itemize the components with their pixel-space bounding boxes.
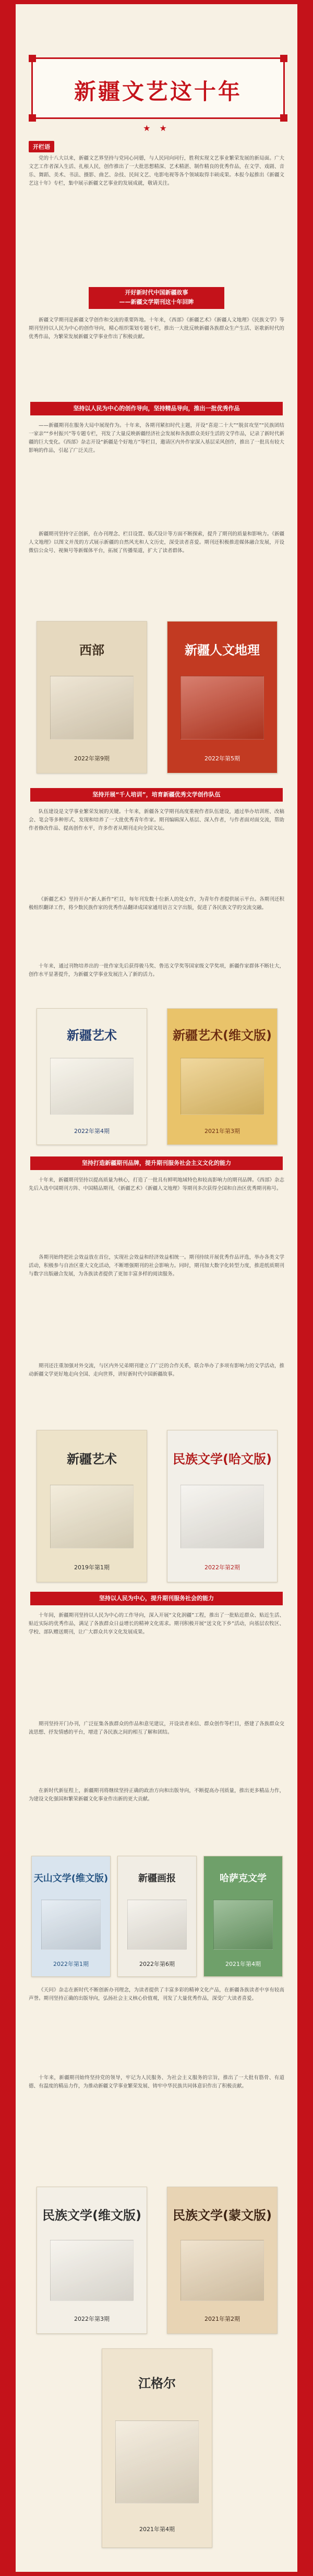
cover-artwork xyxy=(50,1058,134,1115)
cover-artwork xyxy=(115,2420,199,2504)
red-border-bottom xyxy=(0,2572,313,2576)
section3-paragraph-3: 期刊还注重加强对外交流，与区内外兄弟期刊建立了广泛的合作关系，联合举办了多项有影响力的文学活动，推动新疆文学更好地走向全国、走向世界，讲好新时代中国新疆故事。 xyxy=(29,1363,284,1377)
cover-artwork xyxy=(127,1900,187,1950)
section4-banner: 坚持以人民为中心，提升期刊服务社会的能力 xyxy=(30,1592,283,1605)
section1-title-line2: ——新疆文学期刊这十年回眸 xyxy=(119,299,194,305)
magazine-title: 新疆艺术 xyxy=(67,1028,117,1043)
section3-banner: 坚持打造新疆期刊品牌，提升期刊服务社会主义文化的能力 xyxy=(30,1156,283,1170)
magazine-title: 西部 xyxy=(79,643,104,658)
magazine-title: 民族文学(维文版) xyxy=(42,2208,141,2223)
intro-paragraph: 党的十八大以来，新疆文艺界坚持与党同心同德，与人民同向同行，胜利实现文艺事业繁荣发展的新局面。广大文艺工作者深入生活、扎根人民，创作推出了一大批思想精深、艺术精湛、制作精良的优秀作品，在文学、戏剧、音乐、舞蹈、美术、书法、摄影、曲艺、杂技、民间文艺、电影电视等各个领域取得丰硕成果。本报今起推出《新疆文艺这十年》专栏，集中展示新疆文艺事业的发展成就，敬请关注。 xyxy=(29,156,284,186)
magazine-title: 天山文学(维文版) xyxy=(33,1873,109,1884)
magazine-cover xyxy=(37,621,147,773)
cover-artwork xyxy=(180,1058,264,1115)
magazine-cover xyxy=(167,1430,278,1582)
magazine-title: 民族文学(蒙文版) xyxy=(173,2208,272,2223)
title-frame xyxy=(31,57,285,119)
section4-paragraph-1: 十年间，新疆期刊坚持以人民为中心的工作导向，深入开展“文化润疆”工程，推出了一批贴近群众、贴近生活、贴近实际的优秀作品，满足了各族群众日益增长的精神文化需求。期刊积极开展“送文化下乡”活动，向基层农牧区、学校、部队赠送期刊，让广大群众共享文化发展成果。 xyxy=(29,1613,284,1635)
red-border-top xyxy=(0,0,313,4)
magazine-cover xyxy=(37,1008,147,1145)
magazine-issue: 2022年第1期 xyxy=(53,1961,89,1967)
magazine-issue: 2022年第9期 xyxy=(74,755,110,762)
magazine-issue: 2022年第3期 xyxy=(74,2316,110,2322)
magazine-issue: 2022年第6期 xyxy=(139,1961,175,1967)
section3-paragraph-2: 各期刊始终把社会效益放在首位，实现社会效益和经济效益相统一。期刊持续开展优秀作品评选，举办各类文学活动，积极参与自治区重大文化活动，不断增强期刊的社会影响力。同时，期刊加大数字化转型力度，推进纸质期刊与数字出版融合发展，为各族读者提供了更加丰富多样的阅读服务。 xyxy=(29,1255,284,1277)
cover-artwork xyxy=(50,676,134,740)
magazine-issue: 2022年第5期 xyxy=(204,755,240,762)
section2-paragraph-3: 十年来，通过刊物培养出的一批作家先后获得骏马奖、鲁迅文学奖等国家级文学奖项，新疆作家群体不断壮大，创作水平显著提升，为新疆文学事业发展注入了新的活力。 xyxy=(29,963,284,977)
magazine-issue: 2022年第4期 xyxy=(74,1128,110,1135)
magazine-issue: 2022年第2期 xyxy=(204,1564,240,1571)
magazine-cover xyxy=(203,1856,283,1977)
decorative-stars: ★ ★ xyxy=(143,123,170,133)
cover-artwork xyxy=(50,1485,134,1548)
cover-artwork xyxy=(213,1900,273,1950)
magazine-cover xyxy=(102,2348,212,2548)
section2-paragraph-2: 《新疆艺术》坚持开办“新人新作”栏目，每年刊发数十位新人的处女作，为青年作者提供展示平台。各期刊还积极组织翻译工作，将少数民族作家的优秀作品翻译成国家通用语言文字出版，促进了各民族文学的交流交融。 xyxy=(29,897,284,911)
section3-paragraph-1: 十年来，新疆期刊坚持以提高质量为核心，打造了一批具有鲜明地域特色和较高影响力的期刊品牌。《西部》杂志先后入选中国期刊方阵、中国精品期刊，《新疆艺术》《新疆人文地理》等期刊多次获得全国和自治区优秀期刊称号。 xyxy=(29,1177,284,1191)
cover-artwork xyxy=(180,2240,264,2301)
magazine-issue: 2021年第4期 xyxy=(139,2526,175,2533)
magazine-cover xyxy=(167,1008,278,1145)
magazine-cover xyxy=(31,1856,111,1977)
magazine-title: 江格尔 xyxy=(138,2376,176,2391)
magazine-cover xyxy=(167,621,278,773)
magazine-cover xyxy=(37,1430,147,1582)
magazine-issue: 2021年第4期 xyxy=(225,1961,261,1967)
section5-paragraph-2: 十年来，新疆期刊始终坚持党的领导，牢记为人民服务、为社会主义服务的宗旨，推出了一大批有筋骨、有道德、有温度的精品力作，为推动新疆文学事业繁荣发展、铸牢中华民族共同体意识作出了积极贡献。 xyxy=(29,2075,284,2089)
section2-banner: 坚持开展“千人培训”，培育新疆优秀文学创作队伍 xyxy=(30,788,283,802)
section4-paragraph-2: 期刊坚持开门办刊，广泛征集各族群众的作品和意见建议，开设读者来信、群众创作等栏目，搭建了各族群众交流思想、抒发情感的平台，增进了各民族之间的相互了解和团结。 xyxy=(29,1721,284,1735)
section1-paragraph-2: ——新疆期刊在服务大局中展现作为。十年来，各期刊紧扣时代主题，开设“喜迎二十大”“脱贫攻坚”“民族团结一家亲”“乡村振兴”等专题专栏，刊发了大量反映新疆经济社会发展和各族群众美好生活的文学作品，记录了新时代新疆的巨大变化。《西部》杂志开设“新疆是个好地方”等栏目，邀请区内外作家深入基层采风创作，推出了一批具有较大影响的作品，引起了广泛关注。 xyxy=(29,423,284,454)
intro-tag: 开栏语 xyxy=(29,141,54,152)
magazine-title: 新疆艺术(维文版) xyxy=(173,1028,272,1043)
magazine-cover xyxy=(117,1856,197,1977)
magazine-cover xyxy=(37,2187,147,2334)
section5-paragraph-1: 《天问》杂志在新时代不断创新办刊理念，为读者提供了丰富多彩的精神文化产品，在新疆各族读者中享有较高声誉。期刊坚持正确的出版导向，弘扬社会主义核心价值观，刊发了大量优秀作品，深受广大读者喜爱。 xyxy=(29,1987,284,2001)
red-border-right xyxy=(297,0,313,2576)
page-title: 新疆文艺这十年 xyxy=(74,79,242,104)
section1-paragraph-1: 新疆文学期刊是新疆文学创作和交流的重要阵地。十年来，《西部》《新疆艺术》《新疆人文地理》《民族文学》等期刊坚持以人民为中心的创作导向，精心组织策划专题专栏，推出一大批反映新疆各族群众生产生活、讴歌新时代的优秀作品，为繁荣发展新疆文学事业作出了积极贡献。 xyxy=(29,317,284,340)
section1-banner: 坚持以人民为中心的创作导向，坚持精品导向，推出一批优秀作品 xyxy=(30,402,283,415)
cover-artwork xyxy=(180,676,264,740)
red-border-left xyxy=(0,0,16,2576)
cover-artwork xyxy=(41,1900,101,1950)
cover-artwork xyxy=(50,2240,134,2301)
magazine-title: 民族文学(哈文版) xyxy=(173,1452,272,1466)
section1-title xyxy=(89,287,224,309)
section1-paragraph-3: 新疆期刊坚持守正创新，在办刊理念、栏目设置、版式设计等方面不断探索，提升了期刊的质量和影响力。《新疆人文地理》以图文并茂的方式展示新疆的自然风光和人文历史，深受读者喜爱。期刊还积极推进媒体融合发展，开设微信公众号、视频号等新媒体平台，拓展了传播渠道，扩大了读者群体。 xyxy=(29,531,284,554)
magazine-cover xyxy=(167,2187,278,2334)
magazine-title: 新疆画报 xyxy=(138,1873,176,1884)
cover-artwork xyxy=(180,1485,264,1548)
magazine-issue: 2021年第3期 xyxy=(204,1128,240,1135)
section4-paragraph-3: 在新时代新征程上，新疆期刊将继续坚持正确的政治方向和出版导向，不断提高办刊质量，推出更多精品力作，为建设文化强国和繁荣新疆文化事业作出新的更大贡献。 xyxy=(29,1788,284,1802)
magazine-title: 哈萨克文学 xyxy=(220,1873,267,1884)
section2-paragraph-1: 队伍建设是文学事业繁荣发展的关键。十年来，新疆各文学期刊高度重视作者队伍建设，通过举办培训班、改稿会、笔会等多种形式，发现和培养了一大批优秀青年作家。期刊编辑深入基层、深入作者，与作者面对面交流，帮助作者修改作品、提高创作水平，许多作者从期刊走向全国文坛。 xyxy=(29,809,284,831)
magazine-title: 新疆人文地理 xyxy=(185,643,260,658)
magazine-issue: 2019年第1期 xyxy=(74,1564,110,1571)
magazine-title: 新疆艺术 xyxy=(67,1452,117,1466)
magazine-issue: 2021年第2期 xyxy=(204,2316,240,2322)
section1-title-line1: 开好新时代中国新疆故事 xyxy=(125,289,188,296)
